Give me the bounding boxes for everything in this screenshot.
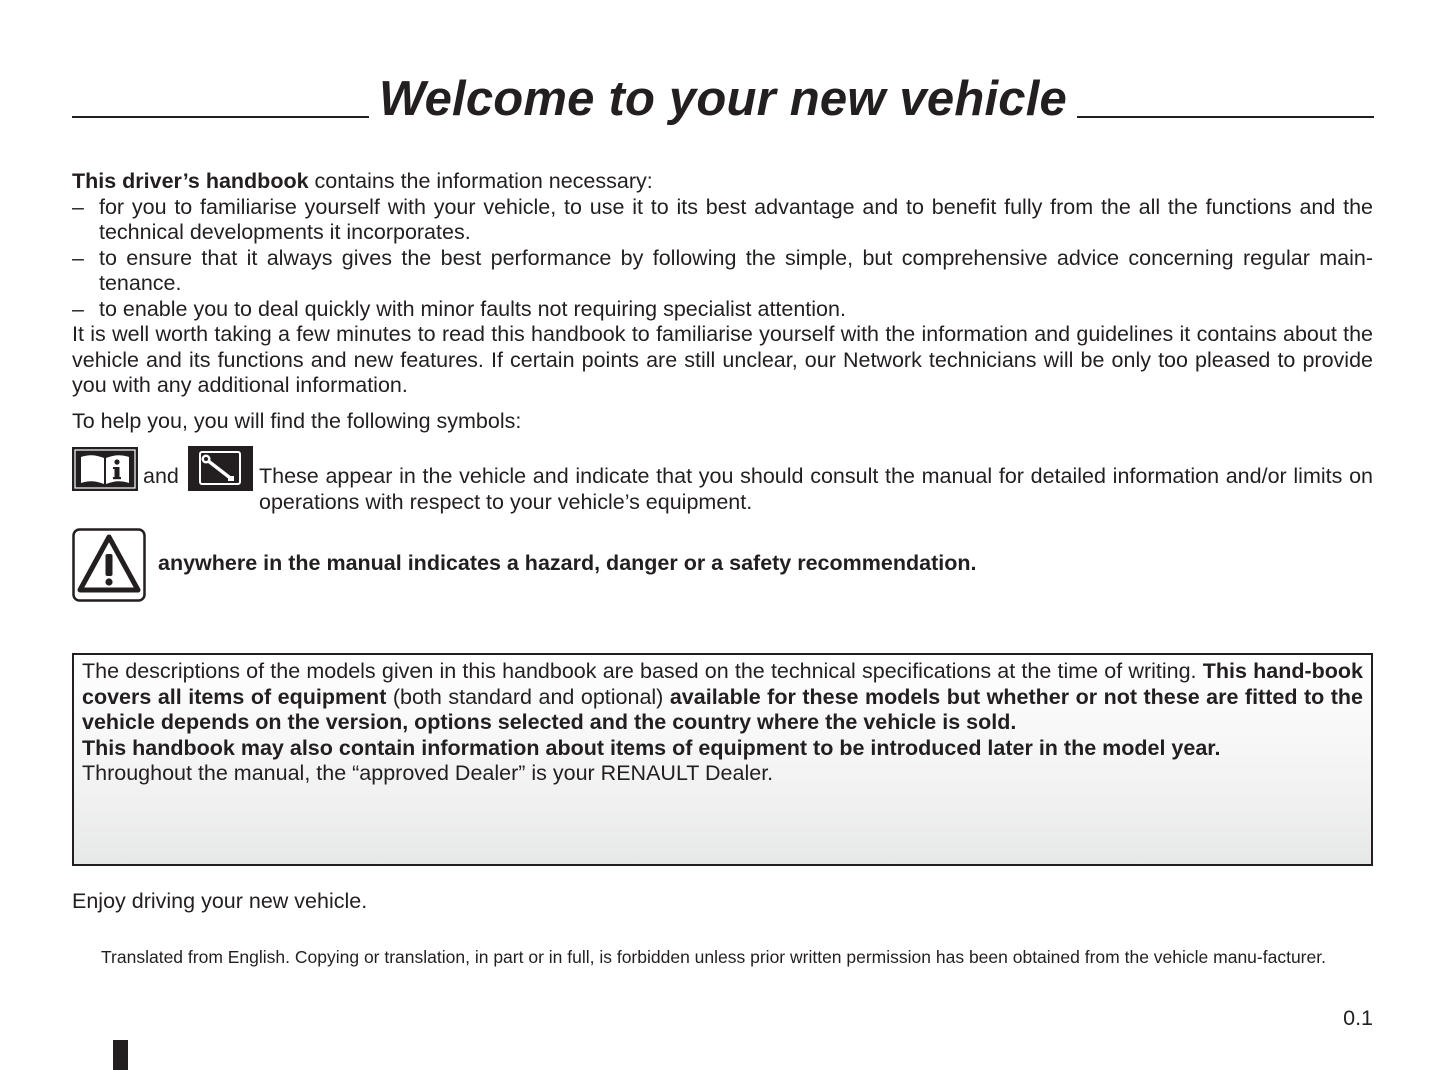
intro-paragraph: It is well worth taking a few minutes to read this handbook to familiarise yourself with the information and guidelines it contains about the vehicle and its functions and new features. If certain points are still unclear, our Network technicians will be only too pleased to provide you with any additional information. [72,322,1373,397]
intro-bullet-2: – to ensure that it always gives the best performance by following the simple, but comprehensive advice concerning regular main-tenance. [72,246,1373,297]
title-block [72,62,1374,126]
intro-lead-bold: This driver’s handbook [72,169,309,193]
and-label: and [143,464,179,488]
notice-text [82,659,1363,787]
notice-bold-3: This handbook may also contain information about items of equipment to be introduced later in the model year. [82,735,1221,760]
warning-row [72,528,1373,602]
notice-bold-2: available for these models but whether or not these are fitted to the vehicle depends on the version, options selected and the country where the vehicle is sold. [82,684,1363,734]
notice-text-3: Throughout the manual, the “approved Dealer” is your RENAULT Dealer. [82,761,774,785]
intro-bullet-1: – for you to familiarise yourself with your vehicle, to use it to its best advantage and to benefit fully from the all the functions and the technical developments it incorporates. [72,195,1373,246]
notice-text-2: (both standard and optional) [386,684,670,709]
symbols-row [72,446,1373,526]
footnote: Translated from English. Copying or translation, in part or in full, is forbidden unless prior written permission has been obtained from the vehicle manu-facturer. [101,947,1326,967]
page-title: Welcome to your new vehicle [72,68,1374,130]
intro-lead-rest: contains the information necessary: [308,169,653,193]
intro-lead [72,169,1373,195]
notice-bold-1: This hand-book covers all items of equipment [82,659,1364,709]
warning-text: anywhere in the manual indicates a hazard, danger or a safety recommendation. [158,551,977,575]
page-number: 0.1 [1343,1006,1373,1030]
symbols-description: These appear in the vehicle and indicate that you should consult the manual for detailed information and/or limits on operations with respect to your vehicle’s equipment. [259,464,1373,514]
page-edge-marker [113,1040,128,1070]
warning-triangle-icon [72,528,146,602]
closing-line: Enjoy driving your new vehicle. [72,889,368,913]
intro-section [72,169,1373,434]
notice-text-1: The descriptions of the models given in this handbook are based on the technical specifications at the time of writing. [82,659,1203,683]
intro-bullet-3: – to enable you to deal quickly with minor faults not requiring specialist attention. [72,297,1373,323]
manual-info-icon [72,447,138,491]
notice-box [72,653,1373,866]
symbols-heading: To help you, you will find the following symbols: [72,408,522,433]
service-wrench-icon [188,446,253,491]
